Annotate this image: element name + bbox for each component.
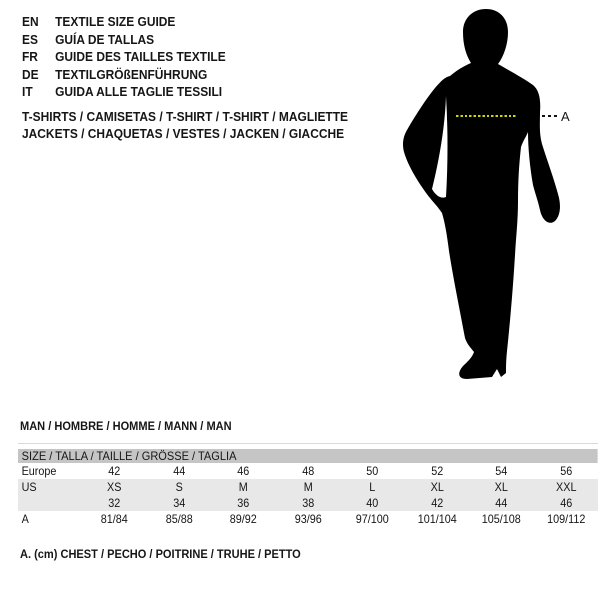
size-cell: 97/100 <box>355 512 389 526</box>
chest-measure-line <box>456 115 517 117</box>
size-cell: M <box>303 480 313 494</box>
language-row <box>22 48 226 66</box>
row-label: US <box>21 480 37 494</box>
size-cell: XXL <box>555 480 576 494</box>
size-cell: 46 <box>237 464 250 478</box>
size-cell: 105/108 <box>481 512 521 526</box>
language-row <box>22 83 226 101</box>
size-cell: 44 <box>172 464 185 478</box>
language-code: FR <box>22 49 38 64</box>
table-row-numeric <box>18 495 598 511</box>
row-label: A <box>21 512 29 526</box>
size-cell: XL <box>430 480 444 494</box>
size-cell: XL <box>494 480 508 494</box>
size-cell: 42 <box>108 464 121 478</box>
size-cell: L <box>369 480 376 494</box>
size-cell: 36 <box>237 496 250 510</box>
row-label <box>18 495 76 511</box>
size-cell: 48 <box>301 464 314 478</box>
size-cell: 54 <box>495 464 508 478</box>
size-cell: 38 <box>301 496 314 510</box>
table-row-europe <box>18 463 598 479</box>
language-list <box>22 13 226 101</box>
size-cell: 44 <box>495 496 508 510</box>
man-silhouette <box>402 5 567 390</box>
size-cell: 56 <box>559 464 572 478</box>
size-cell: M <box>238 480 248 494</box>
garment-categories <box>22 109 348 142</box>
table-top-rule <box>18 443 598 444</box>
size-table <box>18 443 598 527</box>
language-code: ES <box>22 31 38 47</box>
category-jackets: JACKETS / CHAQUETAS / VESTES / JACKEN / GIACCHE <box>22 125 345 141</box>
size-cell: 52 <box>430 464 443 478</box>
table-row-chest <box>18 511 598 527</box>
size-cell: 50 <box>366 464 379 478</box>
category-tshirts: T-SHIRTS / CAMISETAS / T-SHIRT / T-SHIRT / MAGLIETTE <box>22 109 349 124</box>
size-cell: XS <box>107 480 122 494</box>
language-text: GUIDE DES TAILLES TEXTILE <box>55 49 226 64</box>
language-code: EN <box>22 14 39 29</box>
language-text: GUIDA ALLE TAGLIE TESSILI <box>55 84 223 99</box>
size-cell: 34 <box>172 496 185 510</box>
size-cell: 93/96 <box>294 512 322 526</box>
language-code: IT <box>22 84 33 99</box>
table-header: SIZE / TALLA / TAILLE / GRÖSSE / TAGLIA <box>18 449 598 463</box>
section-title-man: MAN / HOMBRE / HOMME / MANN / MAN <box>20 419 232 433</box>
measure-label-a: A <box>561 109 570 124</box>
size-cell: 101/104 <box>417 512 457 526</box>
language-row <box>22 66 226 84</box>
table-row-us <box>18 479 598 495</box>
language-text: TEXTILGRÖßENFÜHRUNG <box>55 66 208 82</box>
measure-pointer-dashes <box>542 115 559 117</box>
size-cell: 46 <box>559 496 572 510</box>
language-text: GUÍA DE TALLAS <box>55 31 155 47</box>
language-row <box>22 13 226 31</box>
size-cell: 32 <box>108 496 121 510</box>
row-label: Europe <box>21 464 57 478</box>
size-cell: 42 <box>430 496 443 510</box>
size-cell: 40 <box>366 496 379 510</box>
language-text: TEXTILE SIZE GUIDE <box>55 14 176 29</box>
language-row <box>22 31 226 49</box>
language-code: DE <box>22 66 39 82</box>
footnote-chest: A. (cm) CHEST / PECHO / POITRINE / TRUHE / PETTO <box>20 547 301 561</box>
size-cell: S <box>175 480 183 494</box>
size-cell: 109/112 <box>546 512 585 526</box>
size-cell: 81/84 <box>100 512 128 526</box>
size-cell: 89/92 <box>229 512 257 526</box>
size-cell: 85/88 <box>165 512 193 526</box>
